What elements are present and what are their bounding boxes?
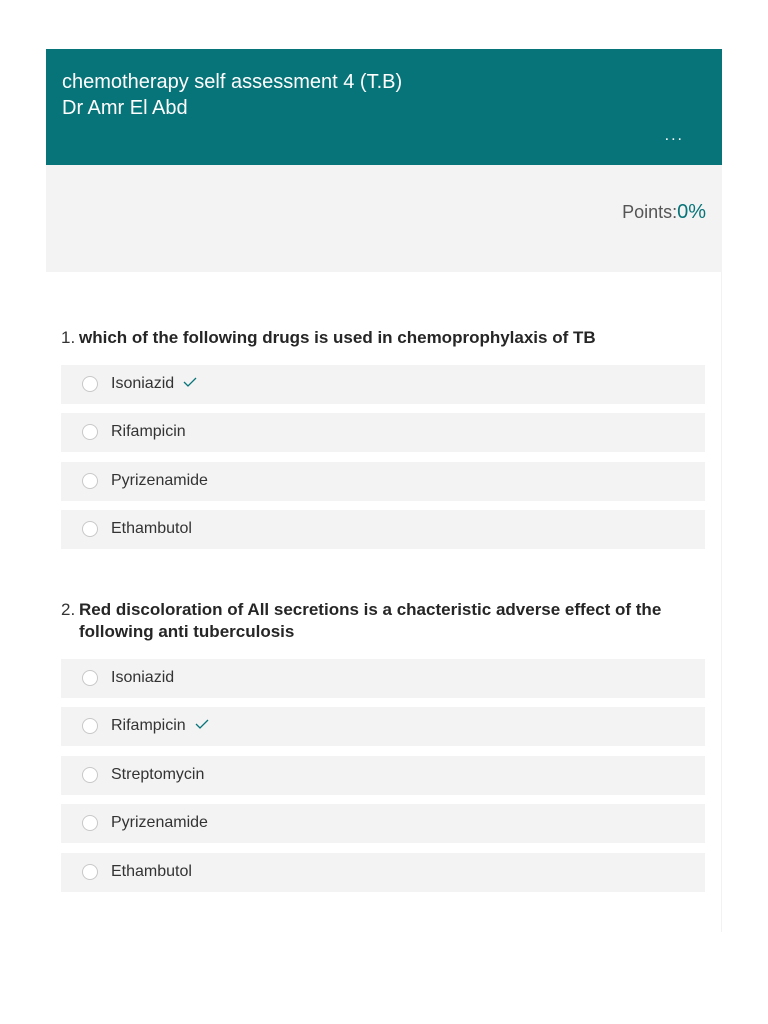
points-display	[622, 201, 706, 224]
option-label: Isoniazid	[111, 374, 175, 392]
radio-unchecked-icon[interactable]	[82, 376, 98, 392]
question-2	[61, 599, 705, 892]
quiz-author: Dr Amr El Abd	[62, 97, 188, 119]
option-streptomycin[interactable]	[61, 756, 705, 795]
option-ethambutol[interactable]	[61, 853, 705, 892]
checkmark-icon	[195, 719, 209, 729]
radio-unchecked-icon[interactable]	[82, 473, 98, 489]
option-rifampicin[interactable]	[61, 707, 705, 746]
question-prompt: which of the following drugs is used in chemoprophylaxis of TB	[79, 328, 596, 347]
option-label: Rifampicin	[111, 423, 186, 440]
quiz-header	[46, 49, 722, 165]
question-text	[61, 327, 705, 349]
question-number: 1.	[61, 328, 76, 347]
question-number: 2.	[61, 600, 76, 619]
radio-unchecked-icon[interactable]	[82, 767, 98, 783]
question-prompt: Red discoloration of All secretions is a chacteristic adverse effect of the following anti tuberculosis	[79, 600, 662, 641]
option-isoniazid[interactable]	[61, 365, 705, 404]
option-label: Pyrizenamide	[111, 814, 208, 831]
quiz-title: chemotherapy self assessment 4 (T.B)	[62, 71, 403, 93]
points-value: 0%	[677, 201, 706, 223]
option-label: Ethambutol	[111, 862, 192, 880]
option-ethambutol[interactable]	[61, 510, 705, 549]
points-label: Points:	[622, 202, 678, 222]
option-label: Streptomycin	[111, 765, 205, 783]
option-pyrizenamide[interactable]	[61, 804, 705, 843]
score-bar	[46, 165, 722, 272]
checkmark-icon	[183, 377, 197, 387]
option-label: Rifampicin	[111, 717, 186, 734]
more-options-icon[interactable]: ...	[664, 127, 684, 144]
radio-unchecked-icon[interactable]	[82, 864, 98, 880]
question-text	[61, 599, 705, 643]
option-label: Isoniazid	[111, 668, 175, 686]
radio-unchecked-icon[interactable]	[82, 521, 98, 537]
option-rifampicin[interactable]	[61, 413, 705, 452]
option-pyrizenamide[interactable]	[61, 462, 705, 501]
option-isoniazid[interactable]	[61, 659, 705, 698]
radio-unchecked-icon[interactable]	[82, 718, 98, 734]
radio-unchecked-icon[interactable]	[82, 670, 98, 686]
radio-unchecked-icon[interactable]	[82, 815, 98, 831]
questions-area	[46, 272, 722, 932]
option-label: Ethambutol	[111, 520, 192, 537]
option-label: Pyrizenamide	[111, 471, 208, 489]
quiz-card	[46, 49, 722, 932]
radio-unchecked-icon[interactable]	[82, 424, 98, 440]
question-1	[61, 327, 705, 549]
